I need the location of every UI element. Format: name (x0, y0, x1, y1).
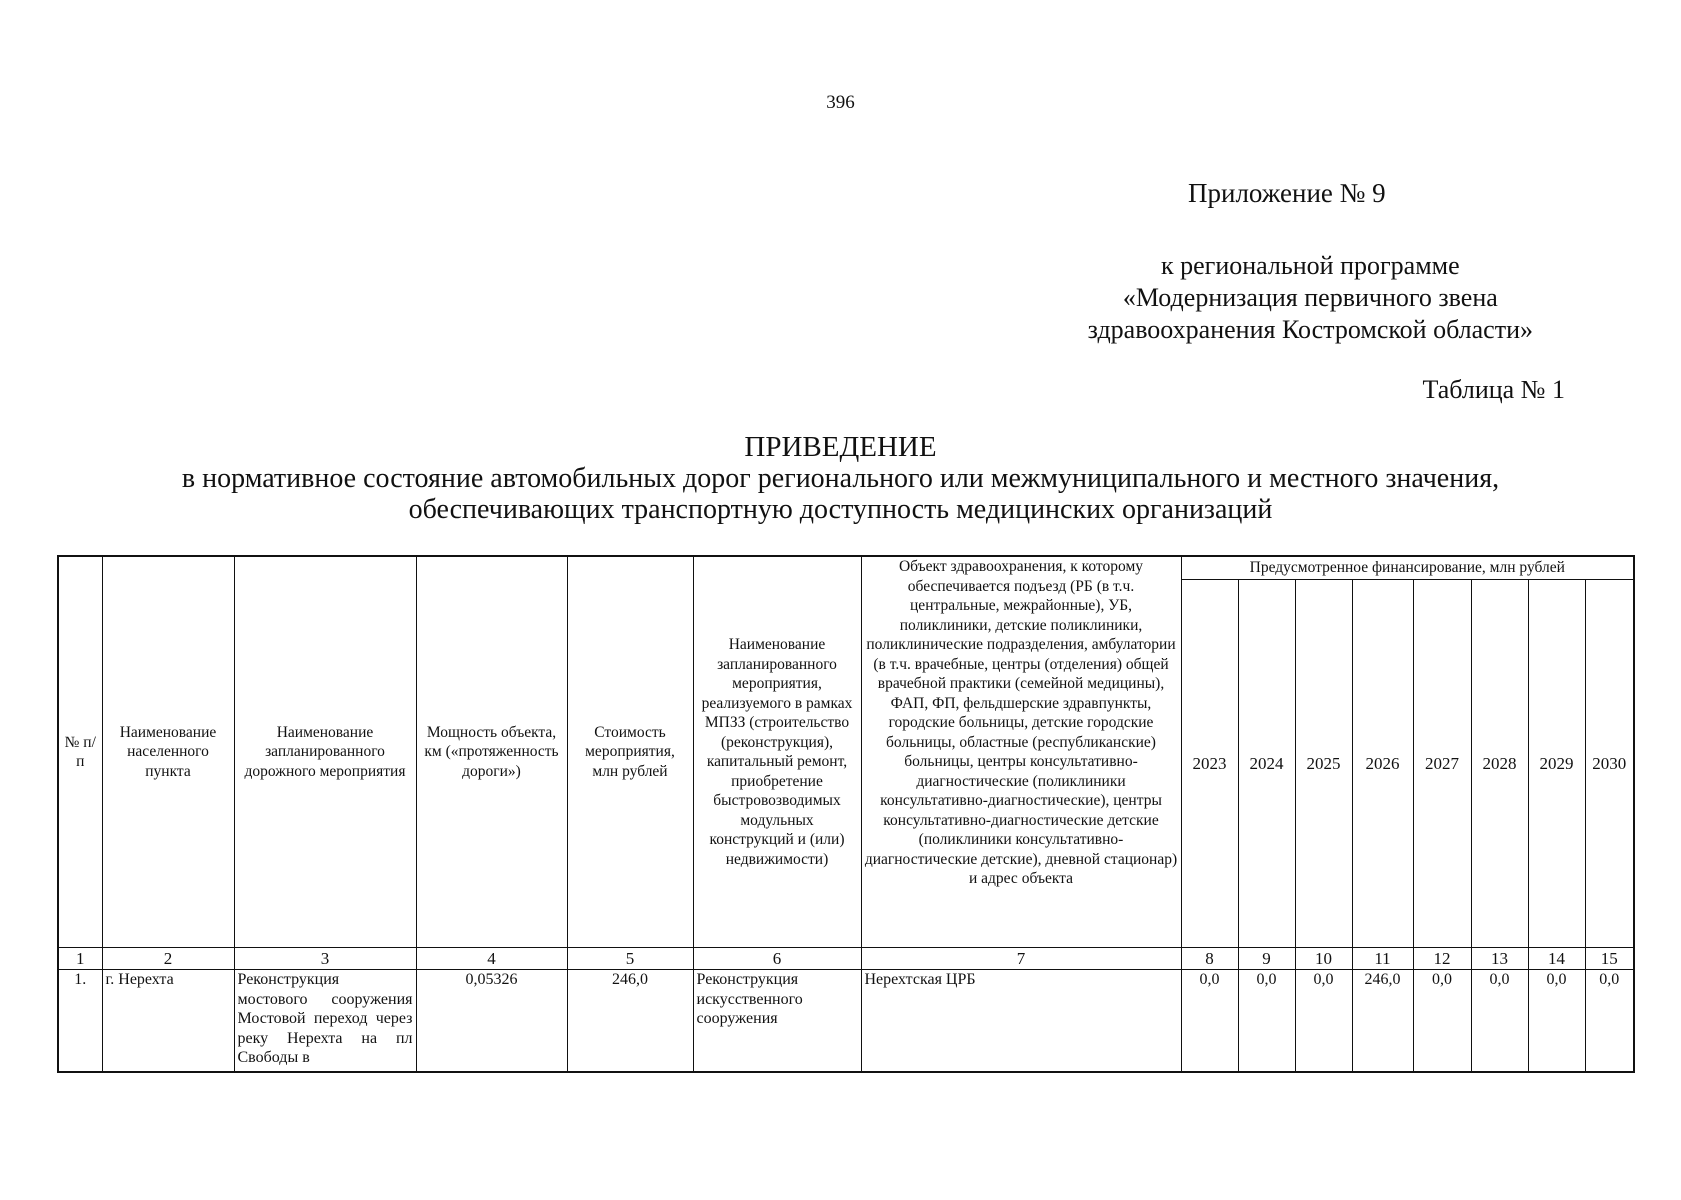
cell-mpzz-event: Реконструкция искусственного сооружения (693, 970, 861, 1073)
column-number: 4 (416, 948, 567, 970)
column-number: 7 (861, 948, 1181, 970)
column-number: 1 (58, 948, 102, 970)
header-year: 2023 (1181, 580, 1238, 948)
cell-cost: 246,0 (567, 970, 693, 1073)
program-reference (1088, 250, 1533, 346)
heading-title: ПРИВЕДЕНИЕ (744, 431, 937, 463)
program-line: здравоохранения Костромской области» (1087, 315, 1533, 344)
program-line: к региональной программе (1160, 251, 1460, 280)
cell-financing: 0,0 (1585, 970, 1634, 1073)
column-numbers-row (58, 948, 1634, 970)
page-number: 396 (826, 92, 855, 113)
cell-road-event-text: Реконструкция мостового сооружения Мостовой переход через реку Нерехта на пл Свободы в (237, 971, 413, 1066)
column-number: 6 (693, 948, 861, 970)
program-line: «Модернизация первичного звена (1122, 283, 1498, 312)
column-number: 14 (1528, 948, 1585, 970)
column-number: 15 (1585, 948, 1634, 970)
header-year: 2027 (1413, 580, 1471, 948)
header-num: № п/п (58, 556, 102, 948)
heading-line: в нормативное состояние автомобильных дорог регионального или межмуниципального и местного значения, (181, 463, 1500, 494)
column-number: 11 (1352, 948, 1413, 970)
column-number: 13 (1471, 948, 1528, 970)
header-year: 2028 (1471, 580, 1528, 948)
header-road-event: Наименование запланированного дорожного мероприятия (234, 556, 416, 948)
header-cost: Стоимость мероприятия, млн рублей (567, 556, 693, 948)
cell-financing: 0,0 (1181, 970, 1238, 1073)
header-capacity: Мощность объекта, км («протяженность дороги») (416, 556, 567, 948)
column-number: 5 (567, 948, 693, 970)
document-heading (0, 432, 1681, 525)
column-number: 12 (1413, 948, 1471, 970)
header-year: 2025 (1295, 580, 1352, 948)
header-settlement: Наименование населенного пункта (102, 556, 234, 948)
table-row (58, 970, 1634, 1073)
header-row (58, 556, 1634, 580)
header-financing: Предусмотренное финансирование, млн рублей (1181, 556, 1634, 580)
column-number: 10 (1295, 948, 1352, 970)
header-year: 2029 (1528, 580, 1585, 948)
header-mpzz-event: Наименование запланированного мероприятия, реализуемого в рамках МПЗЗ (строительство (реконструкция), капитальный ремонт, приобретение быстровозводимых модульных конструкций и (или) недвижимости) (693, 556, 861, 948)
cell-financing: 0,0 (1528, 970, 1585, 1073)
cell-num: 1. (58, 970, 102, 1073)
header-year: 2030 (1585, 580, 1634, 948)
table-label: Таблица № 1 (1422, 375, 1565, 404)
cell-financing: 246,0 (1352, 970, 1413, 1073)
column-number: 8 (1181, 948, 1238, 970)
column-number: 2 (102, 948, 234, 970)
cell-financing: 0,0 (1238, 970, 1295, 1073)
column-number: 9 (1238, 948, 1295, 970)
cell-road-event (234, 970, 416, 1073)
header-health-object: Объект здравоохранения, к которому обеспечивается подъезд (РБ (в т.ч. центральные, межрайонные), УБ, поликлиники, детские поликлиники, поликлинические подразделения, амбулатории (в т.ч. врачебные, центры (отделения) общей врачебной практики (семейной медицины), ФАП, ФП, фельдшерские здравпункты, городские больницы, детские городские больницы, областные (республиканские) больницы, центры консультативно-диагностические (поликлиники консультативно-диагностические), центры консультативно-диагностические детские (поликлиники консультативно-диагностические детские), дневной стационар) и адрес объекта (861, 556, 1181, 948)
column-number: 3 (234, 948, 416, 970)
header-year: 2024 (1238, 580, 1295, 948)
roads-table (57, 555, 1635, 1073)
cell-settlement: г. Нерехта (102, 970, 234, 1073)
cell-health-object: Нерехтская ЦРБ (861, 970, 1181, 1073)
cell-capacity: 0,05326 (416, 970, 567, 1073)
cell-financing: 0,0 (1413, 970, 1471, 1073)
header-year: 2026 (1352, 580, 1413, 948)
heading-line: обеспечивающих транспортную доступность медицинских организаций (408, 494, 1273, 525)
appendix-title: Приложение № 9 (1188, 178, 1386, 208)
cell-financing: 0,0 (1471, 970, 1528, 1073)
cell-financing: 0,0 (1295, 970, 1352, 1073)
